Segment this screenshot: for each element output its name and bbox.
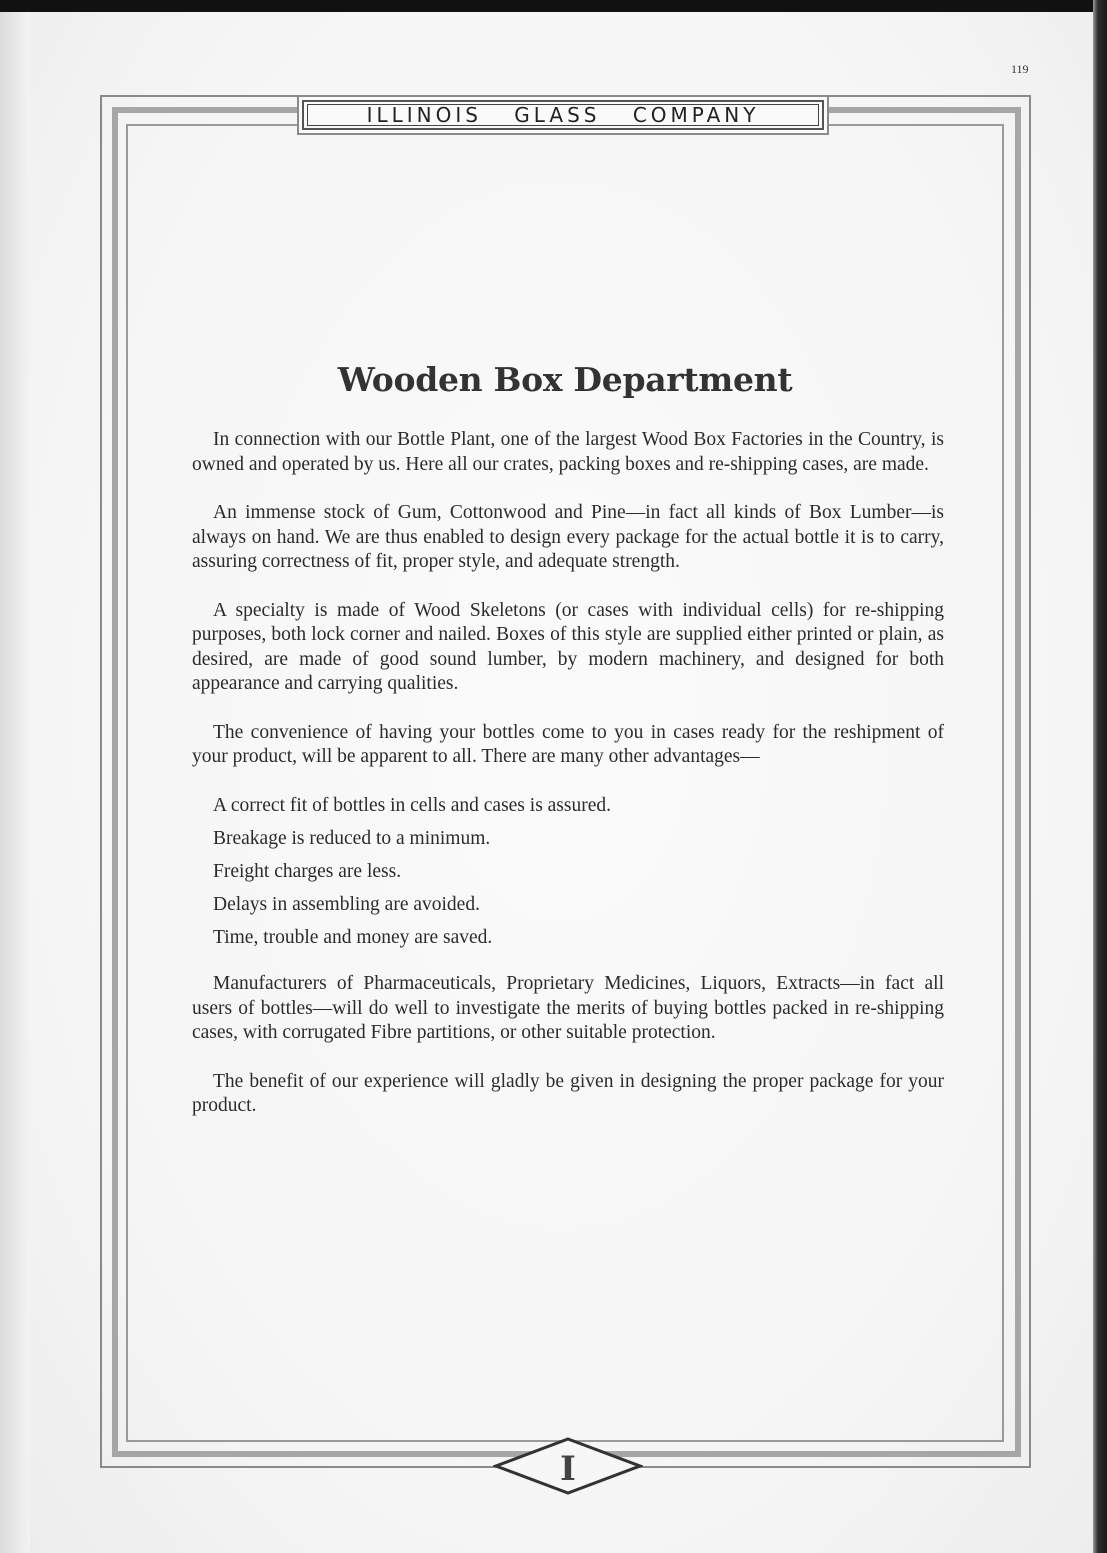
book-spine-edge (1093, 0, 1107, 1553)
paragraph-wood-skeletons: A specialty is made of Wood Skeletons (or cases with individual cells) for re-shipping purposes, both lock corner and nailed. Boxes of this style are supplied either printed or plain, as desired, are made of good sound lumber, by modern machinery, and designed for both appearance and carrying qualities. (192, 599, 944, 694)
paragraph-closing: The benefit of our experience will gladly be given in designing the proper package for your product. (192, 1070, 944, 1116)
page-title: Wooden Box Department (337, 360, 793, 400)
advantage-item: Breakage is reduced to a minimum. (213, 827, 491, 849)
paragraph-lumber-stock: An immense stock of Gum, Cottonwood and Pine—in fact all kinds of Box Lumber—is always on hand. We are thus enabled to design every package for the actual bottle it is to carry, assuring correctness of fit, proper style, and adequate strength. (192, 502, 944, 572)
logo-letter: I (560, 1449, 576, 1489)
advantage-item: Delays in assembling are avoided. (213, 893, 480, 915)
company-header-banner (302, 100, 824, 130)
advantage-item: Time, trouble and money are saved. (213, 926, 493, 948)
paragraph-intro: In connection with our Bottle Plant, one of the largest Wood Box Factories in the Country, is owned and operated by us. Here all our crates, packing boxes and re-shipping cases, are made. (192, 429, 944, 475)
paragraph-manufacturers: Manufacturers of Pharmaceuticals, Proprietary Medicines, Liquors, Extracts—in fact all users of bottles—will do well to investigate the merits of buying bottles packed in re-shipping cases, with corrugated Fibre partitions, or other suitable protection. (192, 973, 944, 1043)
article-body (192, 428, 944, 1143)
advantage-item: A correct fit of bottles in cells and cases is assured. (213, 794, 612, 816)
paragraph-convenience: The convenience of having your bottles come to you in cases ready for the reshipment of your product, will be apparent to all. There are many other advantages— (192, 721, 944, 767)
page-gutter-shadow (0, 12, 30, 1553)
company-name: ILLINOIS GLASS COMPANY (366, 103, 760, 127)
diamond-logo-icon (493, 1436, 643, 1496)
scan-top-edge (0, 0, 1107, 12)
page-number: 119 (1011, 62, 1029, 76)
advantages-list (192, 794, 944, 951)
advantage-item: Freight charges are less. (213, 860, 402, 882)
